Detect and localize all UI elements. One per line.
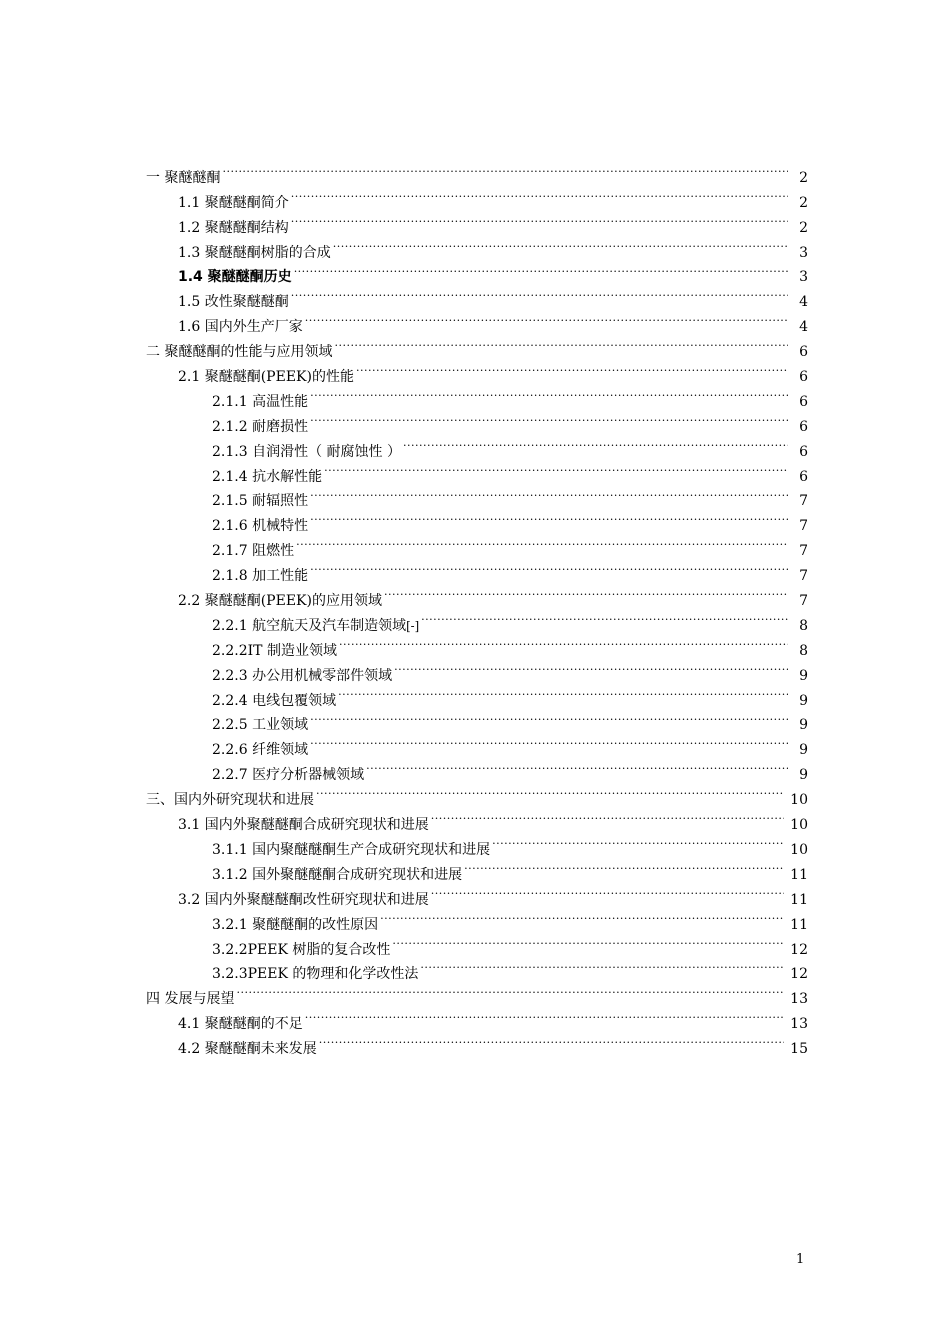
toc-entry-page: 9 [799,742,808,759]
toc-entry-page: 7 [799,518,808,535]
toc-dot-leader [310,705,788,730]
toc-entry-citation: [-] [406,618,420,633]
toc-entry-label: 1.5 改性聚醚醚酮 [178,294,289,311]
toc-entry-label: 3.2.3PEEK 的物理和化学改性法 [212,966,419,983]
toc-entry-page: 2 [799,169,808,186]
toc-entry-page: 11 [790,891,808,908]
toc-entry-label: 2.1.6 机械特性 [212,518,309,535]
toc-entry-page: 12 [790,941,808,958]
toc-entry-label: 2.1.1 高温性能 [212,393,309,410]
toc-dot-leader [356,356,788,381]
toc-entry-page: 7 [799,593,808,610]
toc-dot-leader [291,207,788,232]
toc-dot-leader [310,505,788,530]
toc-entry-label: 2.2.7 医疗分析器械领域 [212,767,365,784]
toc-entry-label: 1.4 聚醚醚酮历史 [178,269,292,286]
toc-entry-label: 3.1.1 国内聚醚醚酮生产合成研究现状和进展 [212,841,491,858]
toc-entry-label: 2.2.4 电线包覆领域 [212,692,337,709]
toc-dot-leader [421,605,788,630]
toc-entry-label: 1.6 国内外生产厂家 [178,319,303,336]
toc-entry-page: 10 [790,841,808,858]
toc-entry-page: 2 [799,219,808,236]
toc-entry-page: 6 [799,418,808,435]
toc-entry-page: 7 [799,493,808,510]
toc-entry-label: 二 聚醚醚酮的性能与应用领域 [146,344,333,361]
toc-entry-page: 3 [799,269,808,286]
toc-entry[interactable] [146,1003,808,1033]
toc-entry-label: 2.1.7 阻燃性 [212,543,295,560]
toc-dot-leader [380,904,784,929]
toc-entry-page: 4 [799,294,808,311]
toc-dot-leader [296,530,788,555]
toc-dot-leader [431,804,784,829]
toc-entry-label: 2.1.4 抗水解性能 [212,468,323,485]
toc-entry-label: 2.2.1 航空航天及汽车制造领域 [212,617,407,634]
toc-entry-label: 1.3 聚醚醚酮树脂的合成 [178,244,331,261]
toc-entry-page: 13 [790,991,808,1008]
toc-entry-page: 9 [799,667,808,684]
toc-entry-label: 3.2.2PEEK 树脂的复合改性 [212,941,391,958]
toc-entry-label: 3.1 国内外聚醚醚酮合成研究现状和进展 [178,817,429,834]
toc-dot-leader [392,929,784,954]
toc-entry-label: 1.1 聚醚醚酮简介 [178,194,289,211]
toc-entry-page: 7 [799,543,808,560]
toc-dot-leader [236,978,784,1003]
toc-entry-page: 13 [790,1016,808,1033]
toc-entry-page: 2 [799,194,808,211]
toc-dot-leader [319,1028,784,1053]
toc-entry[interactable] [146,978,808,1008]
toc-dot-leader [294,257,788,282]
toc-entry-label: 2.2.6 纤维领域 [212,742,309,759]
toc-entry[interactable] [146,182,808,211]
toc-dot-leader [394,655,788,680]
toc-entry-page: 6 [799,393,808,410]
toc-entry-page: 9 [799,767,808,784]
toc-entry-page: 6 [799,369,808,386]
toc-entry-page: 6 [799,468,808,485]
toc-dot-leader [316,779,784,804]
toc-entry-label: 2.2.2IT 制造业领域 [212,642,337,659]
toc-dot-leader [310,381,788,406]
toc-entry-label: 2.1 聚醚醚酮(PEEK)的性能 [178,369,354,386]
toc-dot-leader [333,232,788,257]
toc-dot-leader [464,854,784,879]
toc-dot-leader [310,729,788,754]
toc-entry-label: 2.1.5 耐辐照性 [212,493,309,510]
toc-dot-leader [366,754,788,779]
toc-entry-label: 3.2.1 聚醚醚酮的改性原因 [212,916,379,933]
toc-dot-leader [310,406,788,431]
toc-entry-page: 9 [799,692,808,709]
toc-dot-leader [310,555,788,580]
toc-dot-leader [291,281,788,306]
toc-dot-leader [338,680,788,705]
toc-entry-page: 6 [799,443,808,460]
toc-entry-page: 10 [790,817,808,834]
toc-entry-label: 3.1.2 国外聚醚醚酮合成研究现状和进展 [212,866,463,883]
toc-entry-label: 2.1.2 耐磨损性 [212,418,309,435]
toc-dot-leader [310,481,788,506]
toc-entry-label: 一 聚醚醚酮 [146,169,221,186]
toc-entry-label: 4.2 聚醚醚酮未来发展 [178,1041,317,1058]
toc-dot-leader [420,954,784,979]
toc-dot-leader [305,1003,784,1028]
toc-entry-page: 11 [790,916,808,933]
toc-dot-leader [305,306,788,331]
page-number: 1 [796,1252,805,1267]
toc-dot-leader [384,580,788,605]
toc-dot-leader [339,630,788,655]
toc-entry-page: 11 [790,866,808,883]
toc-entry-label: 1.2 聚醚醚酮结构 [178,219,289,236]
toc-dot-leader [403,431,788,456]
toc-entry-page: 9 [799,717,808,734]
toc-entry[interactable] [146,157,808,186]
toc-dot-leader [334,331,788,356]
toc-dot-leader [222,157,788,182]
toc-entry-label: 三、国内外研究现状和进展 [146,792,314,809]
toc-dot-leader [291,182,788,207]
toc-entry-label: 2.1.8 加工性能 [212,568,309,585]
toc-entry-page: 15 [790,1041,808,1058]
toc-dot-leader [492,829,784,854]
toc-dot-leader [324,456,788,481]
toc-entry-label: 2.2.5 工业领域 [212,717,309,734]
toc-entry-page: 7 [799,568,808,585]
toc-entry-page: 3 [799,244,808,261]
toc-entry-page: 8 [799,642,808,659]
toc-dot-leader [431,879,784,904]
toc-entry-page: 10 [790,792,808,809]
toc-entry-label: 2.2 聚醚醚酮(PEEK)的应用领域 [178,593,382,610]
toc-entry-label: 四 发展与展望 [146,991,235,1008]
toc-entry-label: 2.2.3 办公用机械零部件领域 [212,667,393,684]
toc-entry-label: 3.2 国内外聚醚醚酮改性研究现状和进展 [178,891,429,908]
toc-entry-page: 8 [799,617,808,634]
toc-entry-label: 2.1.3 自润滑性（ 耐腐蚀性 ） [212,443,401,460]
toc-entry-page: 12 [790,966,808,983]
toc-entry-page: 4 [799,319,808,336]
toc-entry-label: 4.1 聚醚醚酮的不足 [178,1016,303,1033]
toc-entry-page: 6 [799,344,808,361]
table-of-contents [146,157,808,1058]
